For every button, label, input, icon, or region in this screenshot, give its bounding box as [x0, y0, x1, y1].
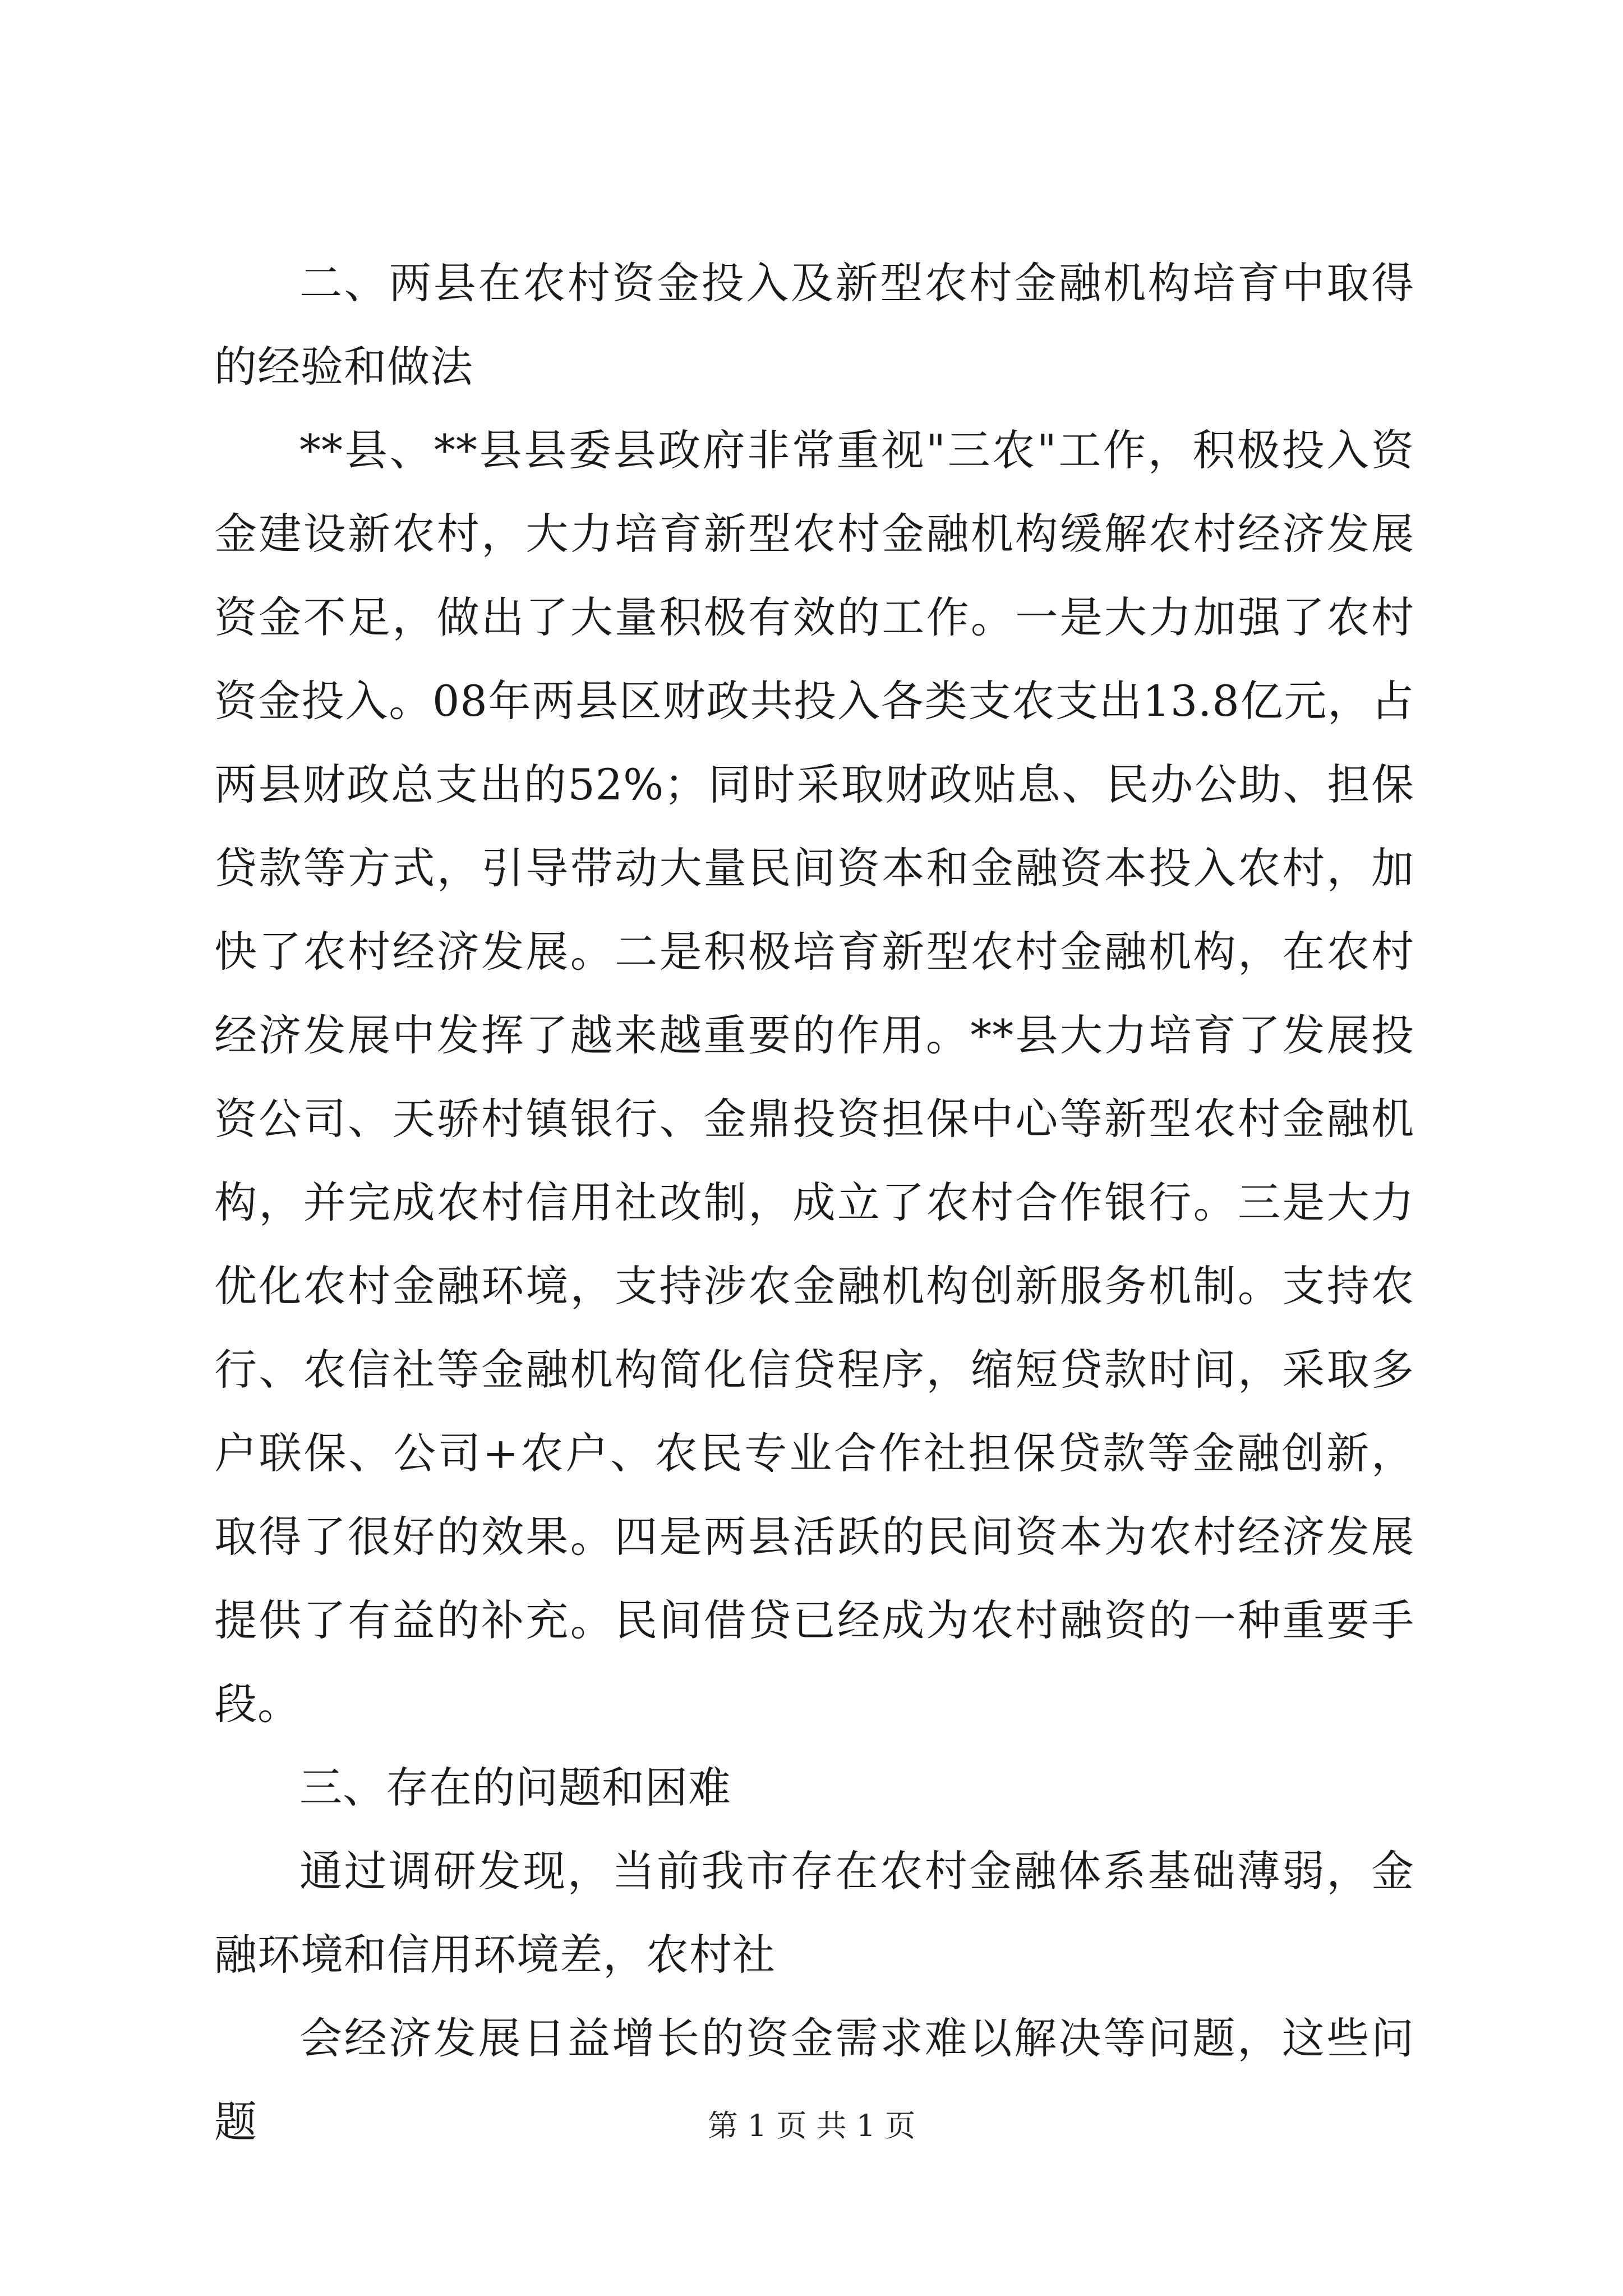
body-paragraph-continuation: 会经济发展日益增长的资金需求难以解决等问题，这些问题 — [214, 2013, 1414, 2147]
document-body — [214, 241, 1414, 2164]
section-heading-two: 二、两县在农村资金投入及新型农村金融机构培育中取得的经验和做法 — [214, 258, 1414, 392]
section-heading-three: 三、存在的问题和困难 — [299, 1763, 731, 1812]
body-paragraph-experience: **县、**县县委县政府非常重视"三农"工作，积极投入资金建设新农村，大力培育新型农村金融机构缓解农村经济发展资金不足，做出了大量积极有效的工作。一是大力加强了农村资金投入。08年两县区财政共投入各类支农支出13.8亿元，占两县财政总支出的52%；同时采取财政贴息、民办公助、担保贷款等方式，引导带动大量民间资本和金融资本投入农村，加快了农村经济发展。二是积极培育新型农村金融机构，在农村经济发展中发挥了越来越重要的作用。**县大力培育了发展投资公司、天骄村镇银行、金鼎投资担保中心等新型农村金融机构，并完成农村信用社改制，成立了农村合作银行。三是大力优化农村金融环境，支持涉农金融机构创新服务机制。支持农行、农信社等金融机构简化信贷程序，缩短贷款时间，采取多户联保、公司+农户、农民专业合作社担保贷款等金融创新，取得了很好的效果。四是两县活跃的民间资本为农村经济发展提供了有益的补充。民间借贷已经成为农村融资的一种重要手段。 — [214, 425, 1414, 1729]
body-paragraph-problems: 通过调研发现，当前我市存在农村金融体系基础薄弱，金融环境和信用环境差，农村社 — [214, 1846, 1414, 1980]
page-number-footer: 第 1 页 共 1 页 — [707, 2108, 916, 2143]
